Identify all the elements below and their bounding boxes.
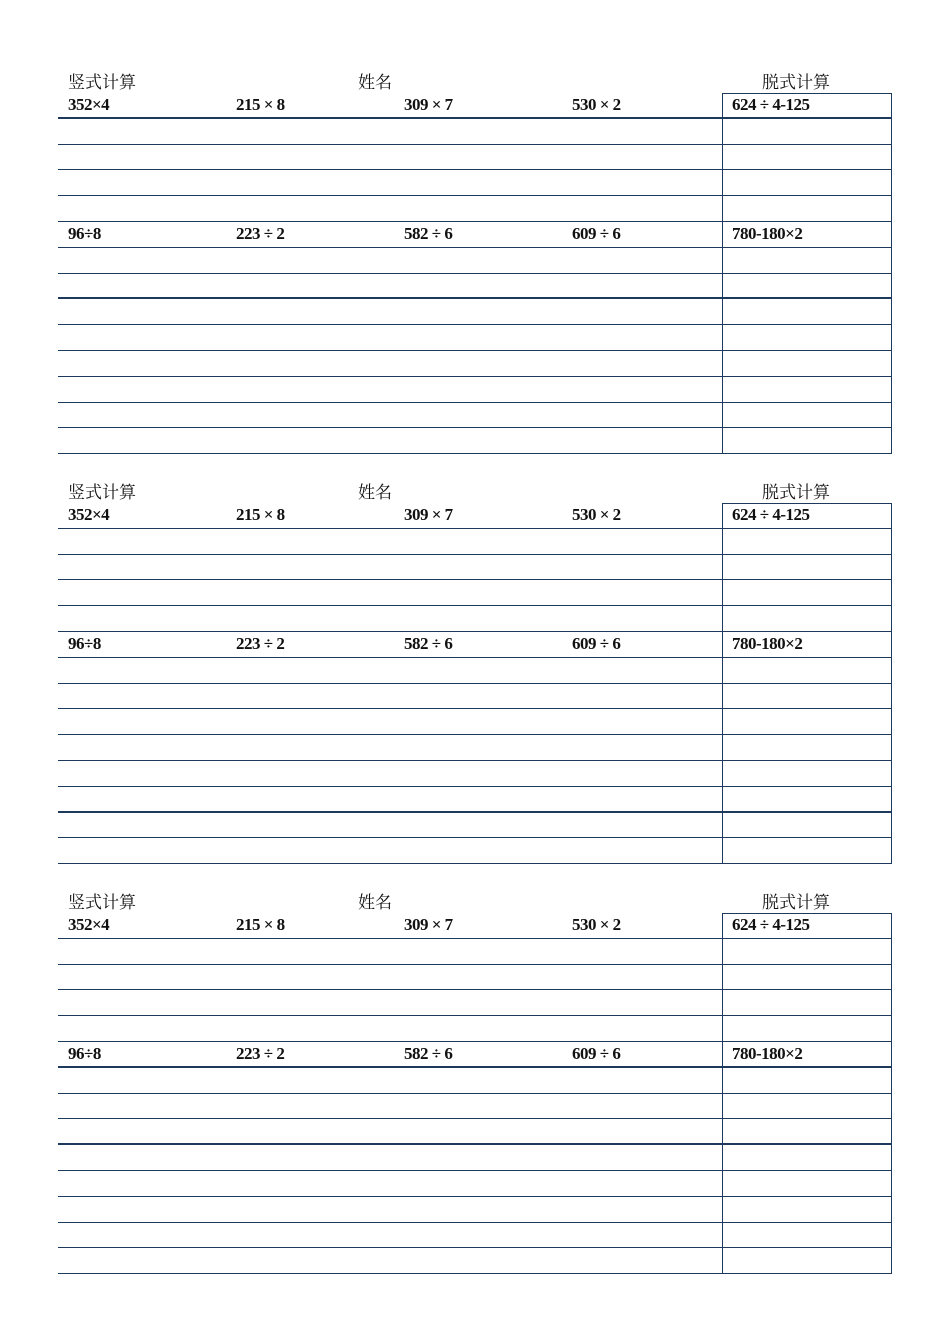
grid-right-border: [891, 93, 892, 454]
problem-expression: 223 ÷ 2: [236, 224, 285, 243]
problem-expression: 624 ÷ 4-125: [732, 95, 810, 114]
answer-line: [58, 990, 892, 1016]
name-label: 姓名: [358, 73, 392, 93]
problem-expression: 215 × 8: [236, 915, 285, 934]
problem-expression: 530 × 2: [572, 505, 621, 524]
answer-line: [58, 377, 892, 403]
vertical-calc-label: 竖式计算: [68, 483, 136, 503]
problem-expression: 609 ÷ 6: [572, 224, 621, 243]
answer-line: [58, 684, 892, 710]
answer-grid: [58, 503, 892, 864]
detached-calc-label: 脱式计算: [762, 893, 830, 913]
name-label: 姓名: [358, 893, 392, 913]
answer-line: [58, 1094, 892, 1120]
answer-line: [58, 1145, 892, 1171]
worksheet-header: [58, 478, 892, 502]
answer-line: [58, 580, 892, 606]
answer-line: [58, 1171, 892, 1197]
answer-line: [58, 761, 892, 787]
problem-expression: 624 ÷ 4-125: [732, 505, 810, 524]
problem-expression: 96÷8: [68, 224, 101, 243]
answer-line: [58, 119, 892, 145]
answer-line: [58, 170, 892, 196]
answer-line: [58, 428, 892, 454]
problem-expression: 96÷8: [68, 1044, 101, 1063]
worksheet-header: [58, 68, 892, 92]
answer-line: [58, 1068, 892, 1094]
vertical-calc-label: 竖式计算: [68, 73, 136, 93]
problem-expression: 96÷8: [68, 634, 101, 653]
problem-expression: 530 × 2: [572, 915, 621, 934]
problem-expression: 215 × 8: [236, 505, 285, 524]
answer-line: [58, 351, 892, 377]
answer-line: [58, 965, 892, 991]
problem-expression: 223 ÷ 2: [236, 1044, 285, 1063]
problem-expression: 780-180×2: [732, 634, 803, 653]
answer-line: [58, 709, 892, 735]
answer-line: [58, 939, 892, 965]
answer-line: [58, 274, 892, 300]
vertical-calc-label: 竖式计算: [68, 893, 136, 913]
answer-line: [58, 1119, 892, 1145]
answer-line: [58, 299, 892, 325]
problem-expression: 780-180×2: [732, 224, 803, 243]
answer-line: [58, 1223, 892, 1249]
problem-expression: 609 ÷ 6: [572, 1044, 621, 1063]
answer-line: [58, 145, 892, 171]
answer-line: [58, 196, 892, 222]
problem-expression: 352×4: [68, 95, 110, 114]
answer-line: [58, 529, 892, 555]
answer-line: [58, 1016, 892, 1042]
problem-expression: 609 ÷ 6: [572, 634, 621, 653]
answer-grid: [58, 913, 892, 1274]
problem-expression: 352×4: [68, 915, 110, 934]
problem-expression: 215 × 8: [236, 95, 285, 114]
problem-expression: 309 × 7: [404, 915, 453, 934]
answer-line: [58, 1248, 892, 1274]
problem-expression: 223 ÷ 2: [236, 634, 285, 653]
answer-line: [58, 606, 892, 632]
answer-line: [58, 735, 892, 761]
problem-expression: 530 × 2: [572, 95, 621, 114]
problem-expression: 780-180×2: [732, 1044, 803, 1063]
answer-line: [58, 813, 892, 839]
answer-line: [58, 658, 892, 684]
answer-line: [58, 248, 892, 274]
problem-expression: 582 ÷ 6: [404, 224, 453, 243]
answer-line: [58, 325, 892, 351]
column-divider: [722, 913, 723, 1274]
problem-expression: 582 ÷ 6: [404, 1044, 453, 1063]
problem-expression: 582 ÷ 6: [404, 634, 453, 653]
detached-calc-label: 脱式计算: [762, 483, 830, 503]
grid-right-border: [891, 503, 892, 864]
detached-calc-label: 脱式计算: [762, 73, 830, 93]
answer-line: [58, 787, 892, 813]
problem-expression: 352×4: [68, 505, 110, 524]
answer-line: [58, 838, 892, 864]
problem-expression: 309 × 7: [404, 95, 453, 114]
problem-expression: 624 ÷ 4-125: [732, 915, 810, 934]
answer-line: [58, 1197, 892, 1223]
column-divider: [722, 503, 723, 864]
answer-line: [58, 555, 892, 581]
column-divider: [722, 93, 723, 454]
answer-grid: [58, 93, 892, 454]
answer-line: [58, 403, 892, 429]
grid-right-border: [891, 913, 892, 1274]
name-label: 姓名: [358, 483, 392, 503]
problem-expression: 309 × 7: [404, 505, 453, 524]
worksheet-header: [58, 888, 892, 912]
